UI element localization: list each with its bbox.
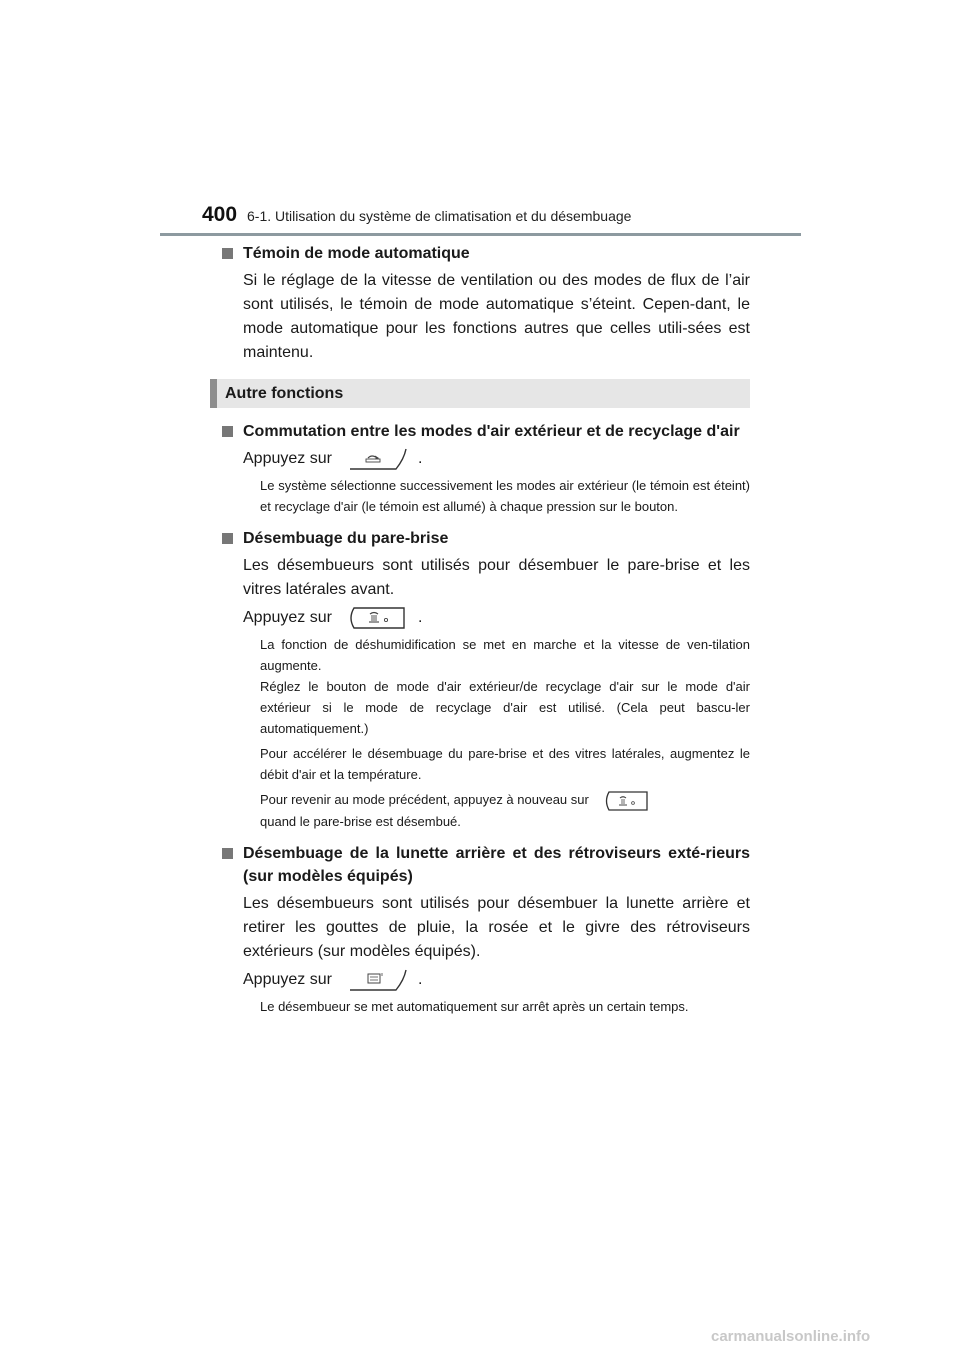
windshield-note-1: La fonction de déshumidification se met en marche et la vitesse de ven-tilation augmente. [260,637,750,673]
windshield-defogger-button-icon [603,791,649,811]
heading-auto-mode-indicator: Témoin de mode automatique [222,242,750,265]
press-instruction-rear: Appuyez sur . [243,968,750,992]
heading-windshield-defog: Désembuage du pare-brise [222,527,750,550]
heading-rear-defog: Désembuage de la lunette arrière et des rétroviseurs exté-rieurs (sur modèles équipés) [222,842,750,888]
press-instruction-recirculation: Appuyez sur . [243,447,750,471]
square-bullet-icon [222,426,233,437]
section-bar [210,379,750,408]
windshield-defogger-button-icon [346,606,408,630]
windshield-note-3: Pour accélérer le désembuage du pare-brise et des vitres latérales, augmentez le débit d'air et la température. [260,746,750,782]
square-bullet-icon [222,848,233,859]
rear-text: Les désembueurs sont utilisés pour désembuer la lunette arrière et retirer les gouttes de pluie, la rosée et le givre des rétroviseurs extérieurs (sur modèles équipés). [243,894,750,960]
windshield-text: Les désembueurs sont utilisés pour désembuer le pare-brise et les vitres latérales avant. [243,557,750,598]
header-rule [160,233,801,236]
recirculation-note: Le système sélectionne successivement les modes air extérieur (le témoin est éteint) et recyclage d'air (le témoin est allumé) à chaque pression sur le bouton. [260,478,750,514]
rear-defogger-button-icon [346,968,408,992]
page-number: 400 [202,203,238,226]
press-instruction-windshield: Appuyez sur . [243,606,750,630]
page-header [0,0,960,240]
recirculation-button-icon [346,447,408,471]
windshield-note-2: Réglez le bouton de mode d'air extérieur/de recyclage d'air sur le mode d'air extérieur si le mode de recyclage d'air est utilisé. (Cela peut bascu-ler automatiquement.) [260,679,750,736]
square-bullet-icon [222,248,233,259]
page-content [222,240,750,1017]
heading-recirculation: Commutation entre les modes d'air extérieur et de recyclage d'air [222,420,750,443]
watermark: carmanualsonline.info [711,1328,871,1345]
square-bullet-icon [222,533,233,544]
section-title: 6-1. Utilisation du système de climatisation et du désembuage [247,208,632,224]
windshield-note-4: Pour revenir au mode précédent, appuyez à nouveau sur quand le pare-brise est désembué. [260,789,750,832]
section-bar-label: Autre fonctions [225,384,344,402]
auto-mode-text: Si le réglage de la vitesse de ventilation ou des modes de flux de l’air sont utilisés, le témoin de mode automatique s’éteint. Cepen-dant, le mode automatique pour les fonctions autres que celles utili-sées est maintenu. [243,272,750,361]
rear-note: Le désembueur se met automatiquement sur arrêt après un certain temps. [260,998,689,1014]
